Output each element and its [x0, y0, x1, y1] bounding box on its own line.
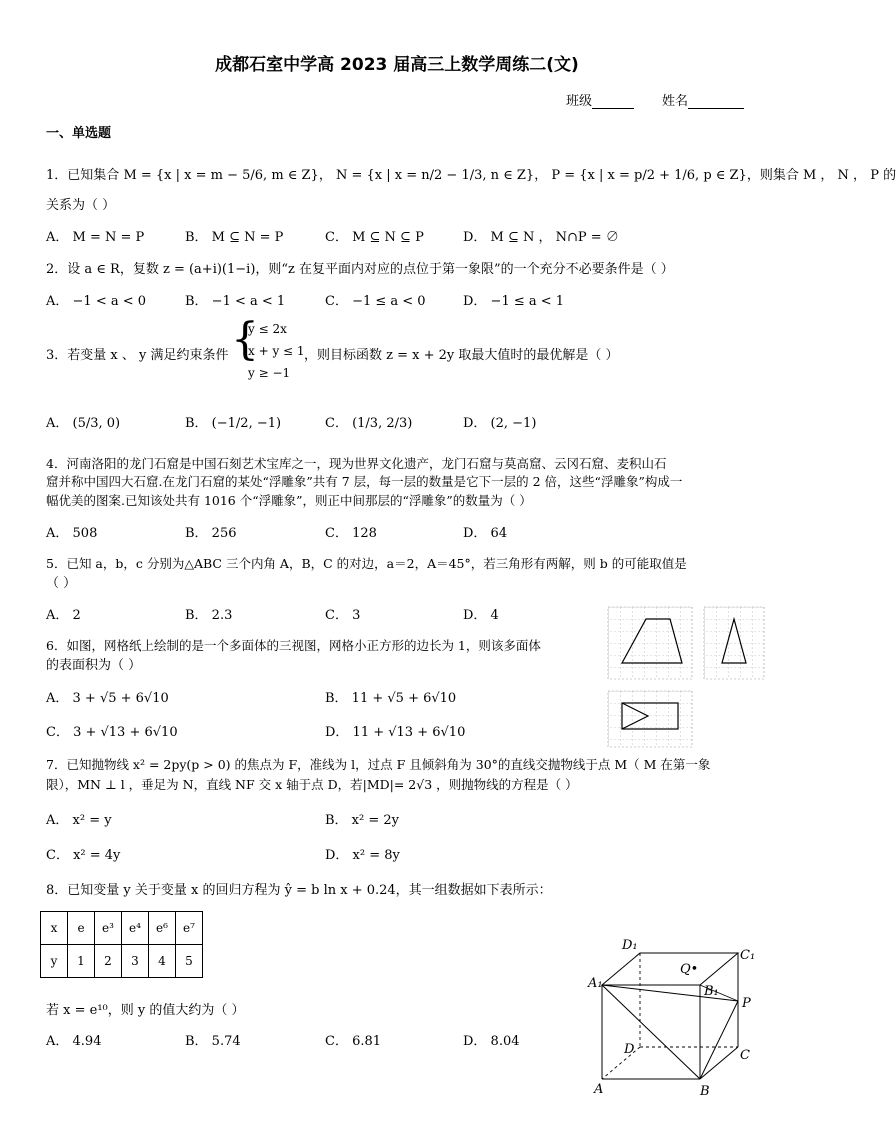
question-7-line1: 7．已知抛物线 x² = 2py(p > 0) 的焦点为 F，准线为 l，过点 F 且倾斜角为 30°的直线交抛物线于点 M（ M 在第一象: [46, 757, 711, 772]
table-row-y: [41, 945, 203, 978]
question-8-followup: 若 x = e¹⁰，则 y 的值大约为（ ）: [46, 1003, 245, 1018]
question-6-line2: 的表面积为（ ）: [46, 658, 142, 673]
q6-option-a[interactable]: A． 3 + √5 + 6√10: [46, 691, 169, 706]
q3-option-a[interactable]: A． (5/3, 0): [46, 416, 121, 431]
question-4-line3: 幅优美的图案.已知该处共有 1016 个“浮雕象”，则正中间那层的“浮雕象”的数量为（ ）: [46, 493, 532, 508]
section-heading: 一、单选题: [46, 126, 112, 141]
label-A1: A₁: [588, 976, 603, 991]
label-D: D: [624, 1042, 635, 1057]
label-B1: B₁: [704, 984, 719, 999]
q7-option-c[interactable]: C． x² = 4y: [46, 848, 121, 863]
table-cell: x: [41, 912, 68, 945]
q8-option-d[interactable]: D． 8.04: [463, 1034, 520, 1049]
constraint-1: y ≤ 2x: [248, 322, 287, 336]
table-row-x: [41, 912, 203, 945]
set-M: M = {x | x = m − 5/6, m ∈ Z}: [123, 168, 319, 183]
q7-option-a[interactable]: A． x² = y: [46, 813, 112, 828]
label-B: B: [700, 1084, 710, 1099]
q1-option-a[interactable]: A． M = N = P: [46, 230, 145, 245]
top-view: [608, 691, 692, 747]
constraint-2: x + y ≤ 1: [248, 344, 305, 358]
table-cell: 3: [122, 945, 149, 978]
q8-option-c[interactable]: C． 6.81: [325, 1034, 382, 1049]
cube-figure: [588, 935, 768, 1100]
table-cell: e⁶: [149, 912, 176, 945]
question-3-stem-post: ，则目标函数 z = x + 2y 取最大值时的最优解是（ ）: [304, 348, 619, 363]
q4-option-b[interactable]: B． 256: [185, 526, 237, 541]
q3-option-c[interactable]: C． (1/3, 2/3): [325, 416, 413, 431]
q1-option-b[interactable]: B． M ⊆ N = P: [185, 230, 284, 245]
q4-option-c[interactable]: C． 128: [325, 526, 377, 541]
question-2-stem: 2．设 a ∈ R，复数 z = (a+i)(1−i)，则“z 在复平面内对应的点位于第一象限”的一个充分不必要条件是（ ）: [46, 262, 674, 277]
q4-option-a[interactable]: A． 508: [46, 526, 98, 541]
q2-option-d[interactable]: D． −1 ≤ a < 1: [463, 294, 565, 309]
question-4-line1: 4．河南洛阳的龙门石窟是中国石刻艺术宝库之一，现为世界文化遗产，龙门石窟与莫高窟、云冈石窟、麦积山石: [46, 456, 667, 471]
q5-option-a[interactable]: A． 2: [46, 608, 81, 623]
q2-option-b[interactable]: B． −1 < a < 1: [185, 294, 286, 309]
name-label: 姓名: [662, 94, 689, 109]
question-7-line2: 限），MN ⊥ l ，垂足为 N，直线 NF 交 x 轴于点 D，若|MD|= 2√3 ，则抛物线的方程是（ ）: [46, 777, 578, 792]
q3-option-b[interactable]: B． (−1/2, −1): [185, 416, 282, 431]
question-3-stem: 3．若变量 x 、 y 满足约束条件: [46, 348, 229, 363]
table-cell: e⁷: [176, 912, 203, 945]
regression-data-table: [40, 911, 203, 978]
question-8-stem: 8．已知变量 y 关于变量 x 的回归方程为 ŷ = b ln x + 0.24，其一组数据如下表所示：: [46, 883, 552, 898]
side-view: [704, 607, 764, 679]
q6-option-d[interactable]: D． 11 + √13 + 6√10: [325, 725, 466, 740]
label-A: A: [594, 1082, 604, 1097]
q6-option-c[interactable]: C． 3 + √13 + 6√10: [46, 725, 178, 740]
table-cell: 4: [149, 945, 176, 978]
label-C: C: [740, 1048, 750, 1063]
three-view-figure: [608, 607, 790, 747]
q4-option-d[interactable]: D． 64: [463, 526, 508, 541]
class-blank[interactable]: [592, 95, 634, 109]
table-cell: 2: [95, 945, 122, 978]
q5-option-c[interactable]: C． 3: [325, 608, 361, 623]
label-Q: Q•: [680, 962, 699, 977]
question-1-stem: 1．已知集合 M = {x | x = m − 5/6, m ∈ Z}， N = {x | x = n/2 − 1/3, n ∈ Z}， P = {x | x = p/2 + 1/6, p ∈ Z}，则集合 M ， N ， P 的: [46, 168, 896, 183]
q2-option-a[interactable]: A． −1 < a < 0: [46, 294, 147, 309]
question-1-stem-line2: 关系为（ ）: [46, 198, 116, 213]
label-P: P: [742, 996, 751, 1011]
table-cell: 1: [68, 945, 95, 978]
q1-option-d[interactable]: D． M ⊆ N ， N∩P = ∅: [463, 230, 619, 245]
q1-option-c[interactable]: C． M ⊆ N ⊆ P: [325, 230, 424, 245]
question-5-line1: 5．已知 a，b，c 分别为△ABC 三个内角 A，B，C 的对边，a＝2，A＝45°，若三角形有两解，则 b 的可能取值是: [46, 556, 687, 571]
name-blank[interactable]: [688, 95, 744, 109]
q8-option-b[interactable]: B． 5.74: [185, 1034, 241, 1049]
table-cell: y: [41, 945, 68, 978]
label-D1: D₁: [622, 938, 638, 953]
question-4-line2: 窟并称中国四大石窟.在龙门石窟的某处“浮雕象”共有 7 层，每一层的数量是它下一层的 2 倍，这些“浮雕象”构成一: [46, 474, 683, 489]
set-P: P = {x | x = p/2 + 1/6, p ∈ Z}: [551, 168, 747, 183]
constraint-brace: {: [231, 314, 259, 365]
q7-option-b[interactable]: B． x² = 2y: [325, 813, 400, 828]
constraint-3: y ≥ −1: [248, 366, 291, 380]
table-cell: e: [68, 912, 95, 945]
question-5-line2: （ ）: [46, 576, 77, 591]
q8-option-a[interactable]: A． 4.94: [46, 1034, 102, 1049]
front-view: [608, 607, 692, 679]
question-6-line1: 6．如图，网格纸上绘制的是一个多面体的三视图，网格小正方形的边长为 1，则该多面体: [46, 638, 541, 653]
q5-option-b[interactable]: B． 2.3: [185, 608, 233, 623]
label-C1: C₁: [740, 948, 756, 963]
name-field[interactable]: [662, 90, 744, 109]
q6-option-b[interactable]: B． 11 + √5 + 6√10: [325, 691, 457, 706]
q7-option-d[interactable]: D． x² = 8y: [325, 848, 400, 863]
table-cell: e⁴: [122, 912, 149, 945]
table-cell: 5: [176, 945, 203, 978]
class-field[interactable]: [566, 90, 634, 109]
q3-option-d[interactable]: D． (2, −1): [463, 416, 537, 431]
table-cell: e³: [95, 912, 122, 945]
class-label: 班级: [566, 94, 593, 109]
q2-option-c[interactable]: C． −1 ≤ a < 0: [325, 294, 426, 309]
page-title: 成都石室中学高 2023 届高三上数学周练二(文): [215, 55, 579, 75]
q5-option-d[interactable]: D． 4: [463, 608, 499, 623]
set-N: N = {x | x = n/2 − 1/3, n ∈ Z}: [336, 168, 535, 183]
